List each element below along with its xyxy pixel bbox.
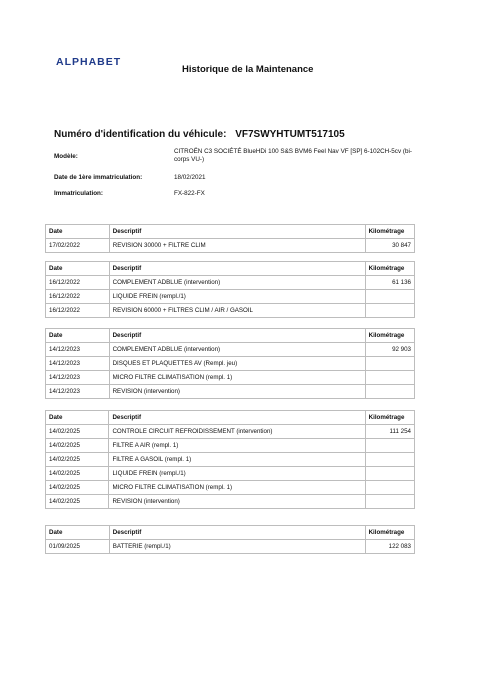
model-value: CITROËN C3 SOCIÉTÉ BlueHDi 100 S&S BVM6 Feel Nav VF [SP] 6-102CH-5cv (bi-corps VU-) [174, 148, 412, 163]
desc-header: Descriptif [109, 526, 365, 540]
table-row [46, 425, 415, 439]
section-header-row [46, 411, 415, 425]
desc-cell: COMPLEMENT ADBLUE (intervention) [109, 343, 365, 357]
desc-header: Descriptif [109, 329, 365, 343]
desc-header: Descriptif [109, 411, 365, 425]
table-row [46, 343, 415, 357]
table-row [46, 495, 415, 509]
date-header: Date [46, 225, 110, 239]
date-cell: 14/12/2023 [46, 357, 110, 371]
desc-cell: LIQUIDE FREIN (rempl./1) [109, 290, 365, 304]
date-header: Date [46, 526, 110, 540]
desc-cell: FILTRE A GASOIL (rempl. 1) [109, 453, 365, 467]
km-cell [365, 495, 414, 509]
maintenance-section-4 [45, 410, 415, 509]
table-row [46, 290, 415, 304]
date-cell: 14/02/2025 [46, 425, 109, 439]
desc-header: Descriptif [109, 225, 365, 239]
desc-cell: DISQUES ET PLAQUETTES AV (Rempl. jeu) [109, 357, 365, 371]
table-row [46, 357, 415, 371]
section-header-row [46, 262, 415, 276]
date-cell: 14/12/2023 [46, 343, 110, 357]
km-header: Kilométrage [365, 225, 414, 239]
table-row [46, 276, 415, 290]
date-cell: 17/02/2022 [46, 239, 110, 253]
table-row [46, 540, 415, 554]
section-header-row [46, 526, 415, 540]
maintenance-section-5 [45, 525, 415, 554]
date-cell: 14/02/2025 [46, 481, 109, 495]
first-registration-label: Date de 1ère immatriculation: [54, 174, 143, 181]
desc-cell: REVISION 30000 + FILTRE CLIM [109, 239, 365, 253]
km-header: Kilométrage [365, 526, 414, 540]
desc-cell: REVISION 60000 + FILTRES CLIM / AIR / GASOIL [109, 304, 365, 318]
km-header: Kilométrage [365, 329, 414, 343]
km-cell [365, 357, 414, 371]
date-cell: 14/12/2023 [46, 371, 110, 385]
table-row [46, 385, 415, 399]
table-row [46, 371, 415, 385]
vin-label: Numéro d'identification du véhicule: [54, 129, 227, 140]
maintenance-section-3 [45, 328, 415, 399]
date-header: Date [46, 411, 109, 425]
vin-value: VF7SWYHTUMT517105 [235, 129, 345, 140]
date-cell: 16/12/2022 [46, 276, 110, 290]
date-header: Date [46, 262, 110, 276]
km-cell [365, 385, 414, 399]
table-row [46, 453, 415, 467]
date-cell: 14/02/2025 [46, 439, 109, 453]
plate-value: FX-822-FX [174, 190, 205, 197]
km-cell: 30 847 [365, 239, 414, 253]
desc-cell: REVISION (intervention) [109, 385, 365, 399]
km-cell: 61 136 [365, 276, 414, 290]
table-row [46, 239, 415, 253]
desc-cell: MICRO FILTRE CLIMATISATION (rempl. 1) [109, 481, 365, 495]
km-header: Kilométrage [365, 411, 414, 425]
table-row [46, 439, 415, 453]
km-cell [365, 371, 414, 385]
km-header: Kilométrage [365, 262, 414, 276]
km-cell [365, 481, 414, 495]
date-cell: 16/12/2022 [46, 290, 110, 304]
desc-cell: FILTRE A AIR (rempl. 1) [109, 439, 365, 453]
desc-cell: MICRO FILTRE CLIMATISATION (rempl. 1) [109, 371, 365, 385]
first-registration-value: 18/02/2021 [174, 174, 206, 181]
alphabet-logo: ALPHABET [56, 56, 122, 68]
date-header: Date [46, 329, 110, 343]
date-cell: 01/09/2025 [46, 540, 110, 554]
desc-cell: COMPLEMENT ADBLUE (intervention) [109, 276, 365, 290]
desc-cell: REVISION (intervention) [109, 495, 365, 509]
section-header-row [46, 329, 415, 343]
desc-cell: LIQUIDE FREIN (rempl./1) [109, 467, 365, 481]
maintenance-section-1 [45, 224, 415, 253]
table-row [46, 304, 415, 318]
vin-line [54, 129, 351, 140]
km-cell [365, 453, 414, 467]
maintenance-section-2 [45, 261, 415, 318]
km-cell: 122 083 [365, 540, 414, 554]
date-cell: 14/02/2025 [46, 495, 109, 509]
table-row [46, 467, 415, 481]
section-header-row [46, 225, 415, 239]
desc-cell: CONTROLE CIRCUIT REFROIDISSEMENT (intervention) [109, 425, 365, 439]
model-label: Modèle: [54, 153, 78, 160]
km-cell: 92 903 [365, 343, 414, 357]
km-cell: 111 254 [365, 425, 414, 439]
desc-header: Descriptif [109, 262, 365, 276]
km-cell [365, 439, 414, 453]
page-title: Historique de la Maintenance [182, 64, 314, 75]
date-cell: 14/12/2023 [46, 385, 110, 399]
plate-label: Immatriculation: [54, 190, 103, 197]
date-cell: 14/02/2025 [46, 467, 109, 481]
table-row [46, 481, 415, 495]
km-cell [365, 290, 414, 304]
date-cell: 14/02/2025 [46, 453, 109, 467]
date-cell: 16/12/2022 [46, 304, 110, 318]
desc-cell: BATTERIE (rempl./1) [109, 540, 365, 554]
km-cell [365, 304, 414, 318]
km-cell [365, 467, 414, 481]
